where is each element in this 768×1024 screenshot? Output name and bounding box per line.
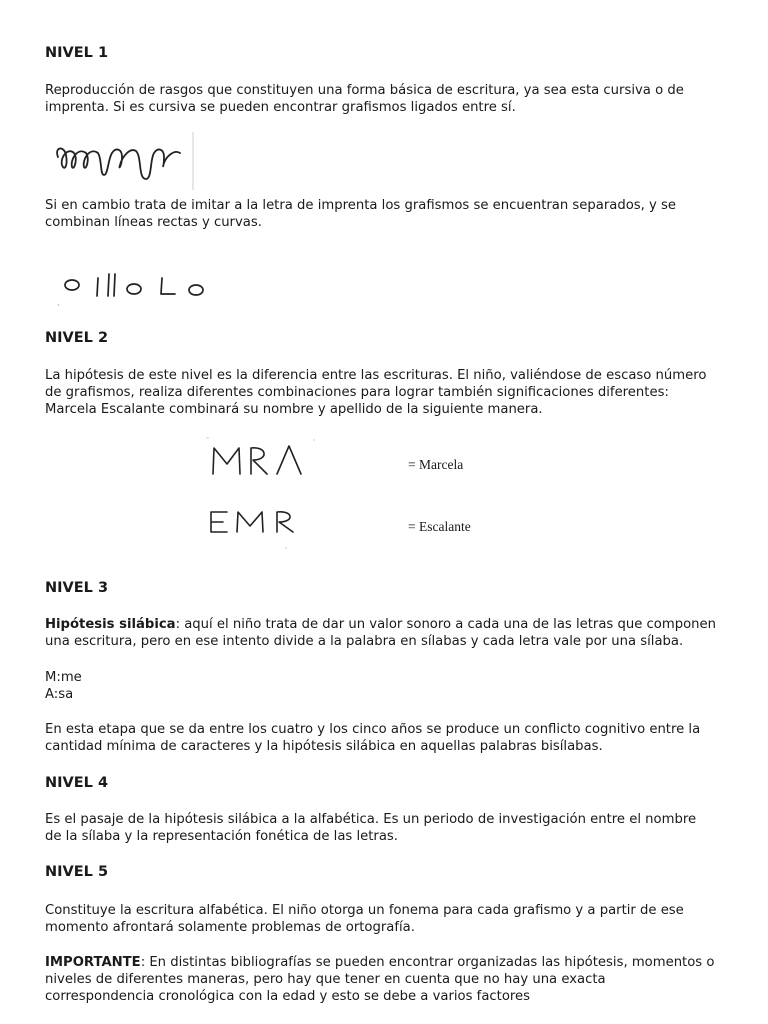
example-line: M:me	[45, 670, 82, 685]
cursive-scribble-sample	[50, 135, 200, 195]
nivel-1-paragraph	[45, 82, 730, 116]
text-line: cantidad mínima de caracteres y la hipótesis silábica en aquellas palabras bisílabas.	[45, 739, 603, 754]
text-line: En esta etapa que se da entre los cuatro y los cinco años se produce un conflicto cognitivo entre la	[45, 722, 701, 737]
nivel-3-paragraph	[45, 616, 730, 650]
nivel-4-paragraph	[45, 811, 730, 845]
text-line	[45, 616, 730, 633]
text-line: niveles de diferentes maneras, pero hay que tener en cuenta que no hay una exacta	[45, 972, 606, 987]
text-run: : aquí el niño trata de dar un valor sonoro a cada una de las letras que componen	[175, 617, 716, 632]
nivel-2-heading: NIVEL 2	[45, 330, 109, 346]
nivel-4-heading: NIVEL 4	[45, 775, 109, 791]
text-line: Es el pasaje de la hipótesis silábica a la alfabética. Es un periodo de investigación entre el nombre	[45, 812, 697, 827]
text-line: Marcela Escalante combinará su nombre y apellido de la siguiente manera.	[45, 402, 543, 417]
handwritten-mra-sample	[205, 436, 325, 486]
handwritten-emr-sample	[205, 500, 325, 552]
example-line: A:sa	[45, 687, 74, 702]
text-line: Reproducción de rasgos que constituyen una forma básica de escritura, ya sea esta cursiva o de	[45, 83, 684, 98]
importante-note	[45, 954, 730, 1005]
text-line: combinan líneas rectas y curvas.	[45, 215, 262, 230]
nivel-3-heading: NIVEL 3	[45, 580, 109, 596]
nivel-3-paragraph-2	[45, 721, 730, 755]
importante-label: IMPORTANTE	[45, 955, 141, 970]
mra-meaning: = Marcela	[408, 457, 464, 472]
text-line: La hipótesis de este nivel es la diferencia entre las escrituras. El niño, valiéndose de escaso número	[45, 368, 707, 383]
text-line: momento afrontará solamente problemas de ortografía.	[45, 920, 415, 935]
text-line: una escritura, pero en ese intento divide a la palabra en sílabas y cada letra vale por una sílaba.	[45, 634, 684, 649]
nivel-1-paragraph-2	[45, 197, 730, 231]
text-line	[45, 954, 730, 971]
emr-meaning: = Escalante	[408, 519, 471, 534]
text-line: de grafismos, realiza diferentes combinaciones para lograr también significaciones diferentes:	[45, 385, 669, 400]
text-line: Constituye la escritura alfabética. El niño otorga un fonema para cada grafismo y a partir de ese	[45, 903, 684, 918]
nivel-2-paragraph	[45, 367, 730, 418]
nivel-5-paragraph	[45, 902, 730, 936]
nivel-5-heading: NIVEL 5	[45, 864, 109, 880]
nivel-1-heading: NIVEL 1	[45, 45, 109, 61]
nivel-3-examples	[45, 669, 730, 703]
text-line: de la sílaba y la representación fonética de las letras.	[45, 829, 398, 844]
text-run: : En distintas bibliografías se pueden encontrar organizadas las hipótesis, momentos o	[140, 955, 715, 970]
print-letters-sample	[50, 270, 220, 310]
text-line: imprenta. Si es cursiva se pueden encontrar grafismos ligados entre sí.	[45, 100, 516, 115]
hipotesis-silabica-term: Hipótesis silábica	[45, 617, 176, 632]
text-line: Si en cambio trata de imitar a la letra de imprenta los grafismos se encuentran separados, y se	[45, 198, 677, 213]
text-line: correspondencia cronológica con la edad y esto se debe a varios factores	[45, 989, 531, 1004]
vertical-divider-line	[192, 132, 194, 190]
